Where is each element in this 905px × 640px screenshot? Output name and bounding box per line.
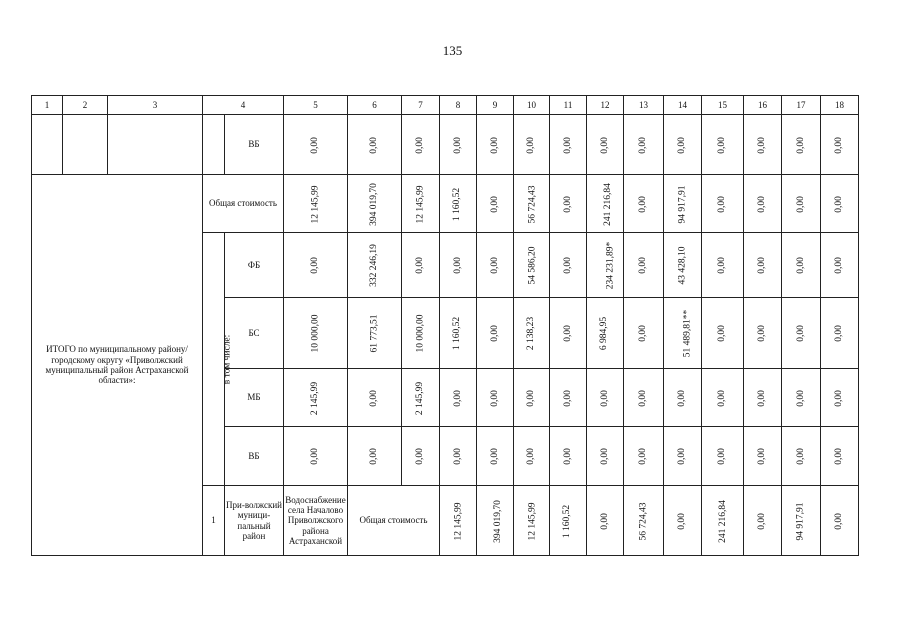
value-cell: 0,00 [550, 369, 587, 427]
value-cell: 0,00 [821, 298, 859, 369]
col-header-1: 1 [32, 96, 63, 115]
empty-cell [32, 115, 63, 175]
value-cell: 0,00 [624, 298, 664, 369]
header-row [32, 96, 859, 115]
value-cell: 2 138,23 [514, 298, 550, 369]
value-cell: 0,00 [821, 175, 859, 233]
value-cell: 0,00 [587, 427, 624, 486]
value-cell: 0,00 [440, 427, 477, 486]
source-label: ВБ [225, 115, 284, 175]
value-cell: 0,00 [821, 369, 859, 427]
value-cell: 1 160,52 [550, 486, 587, 556]
value-cell: 0,00 [702, 175, 744, 233]
col-header-10: 10 [514, 96, 550, 115]
value-cell: 0,00 [440, 369, 477, 427]
page-number: 135 [442, 43, 463, 58]
value-cell: 0,00 [744, 115, 782, 175]
value-cell: 56 724,43 [514, 175, 550, 233]
value-cell: 0,00 [440, 115, 477, 175]
value-cell: 0,00 [624, 233, 664, 298]
table-row [32, 175, 859, 233]
value-cell: 0,00 [514, 427, 550, 486]
value-cell: 12 145,99 [440, 486, 477, 556]
value-cell: 332 246,19 [348, 233, 402, 298]
value-cell: 0,00 [821, 233, 859, 298]
value-cell: 51 489,81** [664, 298, 702, 369]
value-cell: 0,00 [348, 115, 402, 175]
value-cell: 0,00 [440, 233, 477, 298]
value-cell: 0,00 [402, 115, 440, 175]
value-cell: 0,00 [477, 427, 514, 486]
value-cell: 0,00 [624, 427, 664, 486]
value-cell: 0,00 [587, 369, 624, 427]
value-cell: 241 216,84 [587, 175, 624, 233]
value-cell: 0,00 [702, 427, 744, 486]
value-cell: 0,00 [664, 486, 702, 556]
value-cell: 1 160,52 [440, 298, 477, 369]
value-cell: 0,00 [477, 298, 514, 369]
col-header-6: 6 [348, 96, 402, 115]
value-cell: 0,00 [284, 233, 348, 298]
value-cell: 94 917,91 [782, 486, 821, 556]
value-cell: 0,00 [514, 369, 550, 427]
value-cell: 0,00 [744, 298, 782, 369]
value-cell: 0,00 [402, 233, 440, 298]
empty-cell [203, 115, 225, 175]
source-label: МБ [225, 369, 284, 427]
col-header-16: 16 [744, 96, 782, 115]
table-row [32, 115, 859, 175]
value-cell: 10 000,00 [284, 298, 348, 369]
value-cell: 10 000,00 [402, 298, 440, 369]
value-cell: 0,00 [550, 233, 587, 298]
value-cell: 0,00 [702, 369, 744, 427]
value-cell: 0,00 [782, 369, 821, 427]
total-cost-label: Общая стоимость [203, 175, 284, 233]
source-label: ФБ [225, 233, 284, 298]
empty-cell [63, 115, 108, 175]
value-cell: 0,00 [284, 115, 348, 175]
itogo-label: ИТОГО по муниципальному району/ городскому округу «Приволжский муниципальный район Астраханской области»: [32, 175, 203, 556]
value-cell: 2 145,99 [284, 369, 348, 427]
value-cell: 0,00 [514, 115, 550, 175]
value-cell: 0,00 [550, 427, 587, 486]
value-cell: 0,00 [821, 115, 859, 175]
col-header-14: 14 [664, 96, 702, 115]
value-cell: 0,00 [702, 298, 744, 369]
col-header-4: 4 [203, 96, 284, 115]
value-cell: 61 773,51 [348, 298, 402, 369]
value-cell: 0,00 [477, 175, 514, 233]
value-cell: 0,00 [782, 427, 821, 486]
col-header-9: 9 [477, 96, 514, 115]
value-cell: 12 145,99 [402, 175, 440, 233]
col-header-15: 15 [702, 96, 744, 115]
value-cell: 12 145,99 [284, 175, 348, 233]
value-cell: 0,00 [664, 427, 702, 486]
value-cell: 0,00 [664, 369, 702, 427]
value-cell: 2 145,99 [402, 369, 440, 427]
value-cell: 0,00 [348, 369, 402, 427]
value-cell: 234 231,89* [587, 233, 624, 298]
value-cell: 0,00 [477, 115, 514, 175]
value-cell: 12 145,99 [514, 486, 550, 556]
value-cell: 56 724,43 [624, 486, 664, 556]
value-cell: 0,00 [587, 115, 624, 175]
col-header-17: 17 [782, 96, 821, 115]
value-cell: 0,00 [624, 175, 664, 233]
value-cell: 394 019,70 [348, 175, 402, 233]
value-cell: 241 216,84 [702, 486, 744, 556]
including-label: в том числе: [203, 233, 225, 486]
district-cell: При-волжский муници-пальный район [225, 486, 284, 556]
value-cell: 1 160,52 [440, 175, 477, 233]
value-cell: 0,00 [744, 175, 782, 233]
value-cell: 0,00 [664, 115, 702, 175]
value-cell: 394 019,70 [477, 486, 514, 556]
value-cell: 0,00 [744, 427, 782, 486]
source-label: ВБ [225, 427, 284, 486]
value-cell: 54 586,20 [514, 233, 550, 298]
value-cell: 0,00 [284, 427, 348, 486]
value-cell: 0,00 [587, 486, 624, 556]
value-cell: 0,00 [782, 233, 821, 298]
value-cell: 94 917,91 [664, 175, 702, 233]
value-cell: 0,00 [744, 233, 782, 298]
value-cell: 6 984,95 [587, 298, 624, 369]
value-cell: 0,00 [477, 233, 514, 298]
col-header-7: 7 [402, 96, 440, 115]
row-number: 1 [203, 486, 225, 556]
value-cell: 0,00 [702, 115, 744, 175]
value-cell: 0,00 [348, 427, 402, 486]
value-cell: 0,00 [702, 233, 744, 298]
budget-table [31, 95, 859, 556]
source-label: БС [225, 298, 284, 369]
col-header-13: 13 [624, 96, 664, 115]
col-header-3: 3 [108, 96, 203, 115]
object-cell: Водоснабжение села Началово Приволжского района Астраханской [284, 486, 348, 556]
value-cell: 0,00 [782, 175, 821, 233]
col-header-18: 18 [821, 96, 859, 115]
value-cell: 0,00 [550, 298, 587, 369]
value-cell: 0,00 [550, 175, 587, 233]
col-header-2: 2 [63, 96, 108, 115]
col-header-12: 12 [587, 96, 624, 115]
value-cell: 0,00 [744, 486, 782, 556]
value-cell: 0,00 [744, 369, 782, 427]
value-cell: 0,00 [402, 427, 440, 486]
empty-cell [108, 115, 203, 175]
value-cell: 0,00 [477, 369, 514, 427]
col-header-11: 11 [550, 96, 587, 115]
value-cell: 0,00 [821, 427, 859, 486]
total-cost-label: Общая стоимость [348, 486, 440, 556]
value-cell: 0,00 [782, 298, 821, 369]
value-cell: 0,00 [624, 369, 664, 427]
value-cell: 0,00 [624, 115, 664, 175]
value-cell: 0,00 [821, 486, 859, 556]
value-cell: 43 428,10 [664, 233, 702, 298]
col-header-5: 5 [284, 96, 348, 115]
col-header-8: 8 [440, 96, 477, 115]
value-cell: 0,00 [782, 115, 821, 175]
value-cell: 0,00 [550, 115, 587, 175]
